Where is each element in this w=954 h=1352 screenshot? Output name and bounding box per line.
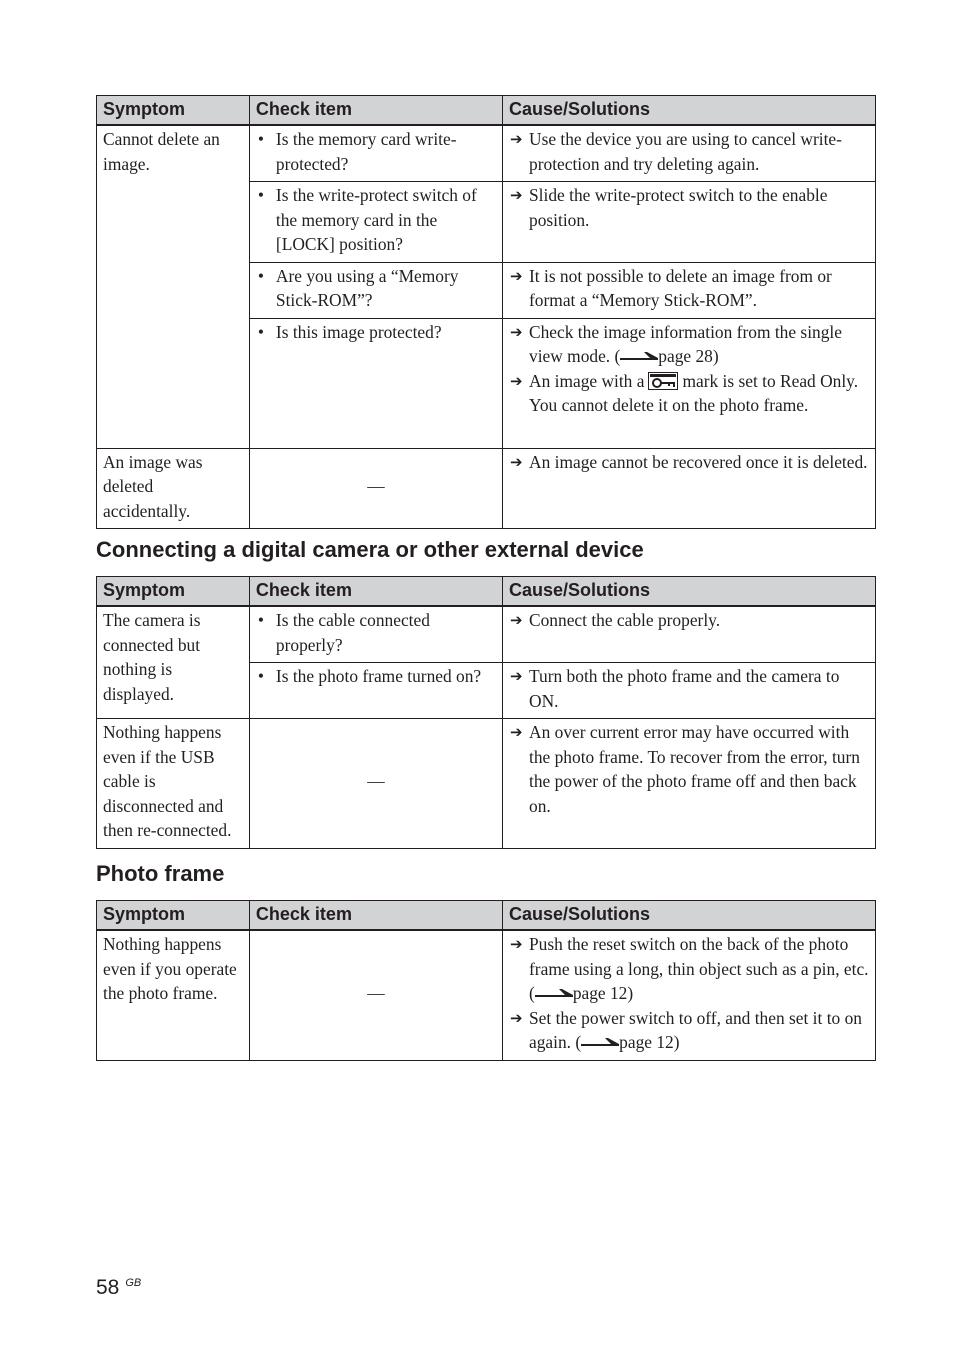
solution-cell	[503, 262, 876, 318]
solution-cell	[503, 930, 876, 1060]
solution-item	[509, 183, 869, 232]
solution-cell	[503, 719, 876, 849]
header-check-item: Check item	[249, 577, 502, 607]
solution-text: Push the reset switch on the back of the photo frame using a long, thin object such as a pin, etc. (	[529, 934, 869, 1003]
solution-text: mark is set to Read Only. You cannot delete it on the photo frame.	[529, 370, 859, 415]
solution-item	[509, 127, 869, 176]
troubleshooting-table-photo-frame	[96, 900, 876, 1061]
check-item-cell: —	[249, 719, 502, 849]
table-row	[97, 125, 876, 182]
solution-item	[509, 1006, 869, 1055]
page-footer	[96, 1276, 141, 1300]
solution-item	[509, 320, 869, 369]
solution-text: An image with a	[529, 370, 645, 391]
check-item-cell	[249, 663, 502, 719]
solution-item	[509, 664, 869, 713]
arrow-icon: ➔	[510, 186, 523, 204]
solution-text: An image cannot be recovered once it is deleted.	[529, 451, 868, 472]
arrow-icon: ➔	[510, 935, 523, 953]
arrow-icon: ➔	[510, 266, 523, 285]
language-code: GB	[125, 1277, 142, 1289]
page-reference-text: page 12)	[572, 983, 634, 1003]
solution-text: Connect the cable properly.	[529, 610, 721, 630]
solution-cell	[503, 125, 876, 182]
solution-text: Use the device you are using to cancel write-protection and try deleting again.	[529, 129, 842, 174]
solution-item	[509, 369, 869, 418]
check-item-cell: —	[249, 448, 502, 529]
check-item-cell	[249, 606, 502, 663]
header-symptom: Symptom	[97, 577, 250, 607]
solution-cell	[503, 606, 876, 663]
check-item-cell: —	[249, 930, 502, 1060]
header-check-item: Check item	[249, 96, 502, 126]
arrow-icon: ➔	[510, 667, 523, 685]
header-symptom: Symptom	[97, 96, 250, 126]
check-item-text: • Is the write-protect switch of the memory card in the [LOCK] position?	[256, 183, 496, 257]
check-item-cell	[249, 182, 502, 263]
table-header-row	[97, 901, 876, 931]
solution-text: Set the power switch to off, and then set it to on again. (	[529, 1007, 862, 1052]
symptom-cell: Cannot delete an image.	[97, 125, 250, 448]
solution-cell	[503, 182, 876, 263]
table-header-row	[97, 96, 876, 126]
table-row	[97, 606, 876, 663]
solution-item	[509, 450, 869, 475]
section-heading-external-device: Connecting a digital camera or other external device	[96, 537, 644, 562]
header-cause-solutions: Cause/Solutions	[503, 96, 876, 126]
arrow-icon: ➔	[510, 322, 523, 341]
page-reference-text: page 28)	[658, 346, 719, 366]
header-check-item: Check item	[249, 901, 502, 931]
protect-key-icon	[648, 372, 678, 390]
check-item-text: • Is the cable connected properly?	[256, 608, 496, 657]
solution-text: Slide the write-protect switch to the enable position.	[529, 185, 828, 230]
check-item-text: • Is the photo frame turned on?	[256, 664, 496, 689]
table-row	[97, 930, 876, 1060]
solution-item	[509, 720, 869, 818]
solution-cell	[503, 448, 876, 529]
check-item-cell	[249, 262, 502, 318]
solution-text: Turn both the photo frame and the camera to ON.	[529, 666, 840, 711]
solution-item	[509, 932, 869, 1006]
arrow-icon: ➔	[510, 723, 523, 741]
arrow-icon: ➔	[510, 130, 523, 148]
arrow-icon: ➔	[510, 452, 523, 471]
solution-text: It is not possible to delete an image from or format a “Memory Stick-ROM”.	[529, 265, 832, 310]
solution-item	[509, 264, 869, 313]
page-reference-text: page 12)	[619, 1032, 680, 1052]
solution-cell	[503, 318, 876, 448]
symptom-cell: Nothing happens even if the USB cable is disconnected and then re-connected.	[97, 719, 250, 849]
section-heading-photo-frame: Photo frame	[96, 861, 225, 886]
solution-cell	[503, 663, 876, 719]
symptom-cell: The camera is connected but nothing is displayed.	[97, 606, 250, 719]
arrow-icon: ➔	[510, 611, 523, 629]
solution-text: Check the image information from the single view mode. (	[529, 321, 842, 366]
check-item-text: • Is the memory card write-protected?	[256, 127, 496, 176]
symptom-cell: Nothing happens even if you operate the photo frame.	[97, 930, 250, 1060]
header-cause-solutions: Cause/Solutions	[503, 577, 876, 607]
table-header-row	[97, 577, 876, 607]
header-cause-solutions: Cause/Solutions	[503, 901, 876, 931]
troubleshooting-table-delete	[96, 95, 876, 529]
solution-item	[509, 608, 869, 633]
page-number: 58	[96, 1276, 120, 1299]
page-reference-icon	[535, 988, 573, 998]
symptom-cell: An image was deleted accidentally.	[97, 448, 250, 529]
check-item-cell	[249, 125, 502, 182]
header-symptom: Symptom	[97, 901, 250, 931]
check-item-text: • Are you using a “Memory Stick-ROM”?	[256, 264, 496, 313]
arrow-icon: ➔	[510, 1008, 523, 1027]
arrow-icon: ➔	[510, 371, 523, 390]
check-item-text: • Is this image protected?	[256, 320, 496, 345]
troubleshooting-table-external-device	[96, 576, 876, 849]
solution-text: An over current error may have occurred with the photo frame. To recover from the error, turn the power of the photo frame off and then back on.	[529, 722, 860, 816]
page-reference-icon	[581, 1037, 619, 1047]
table-row	[97, 448, 876, 529]
table-row	[97, 719, 876, 849]
check-item-cell	[249, 318, 502, 448]
page-reference-icon	[620, 351, 658, 361]
